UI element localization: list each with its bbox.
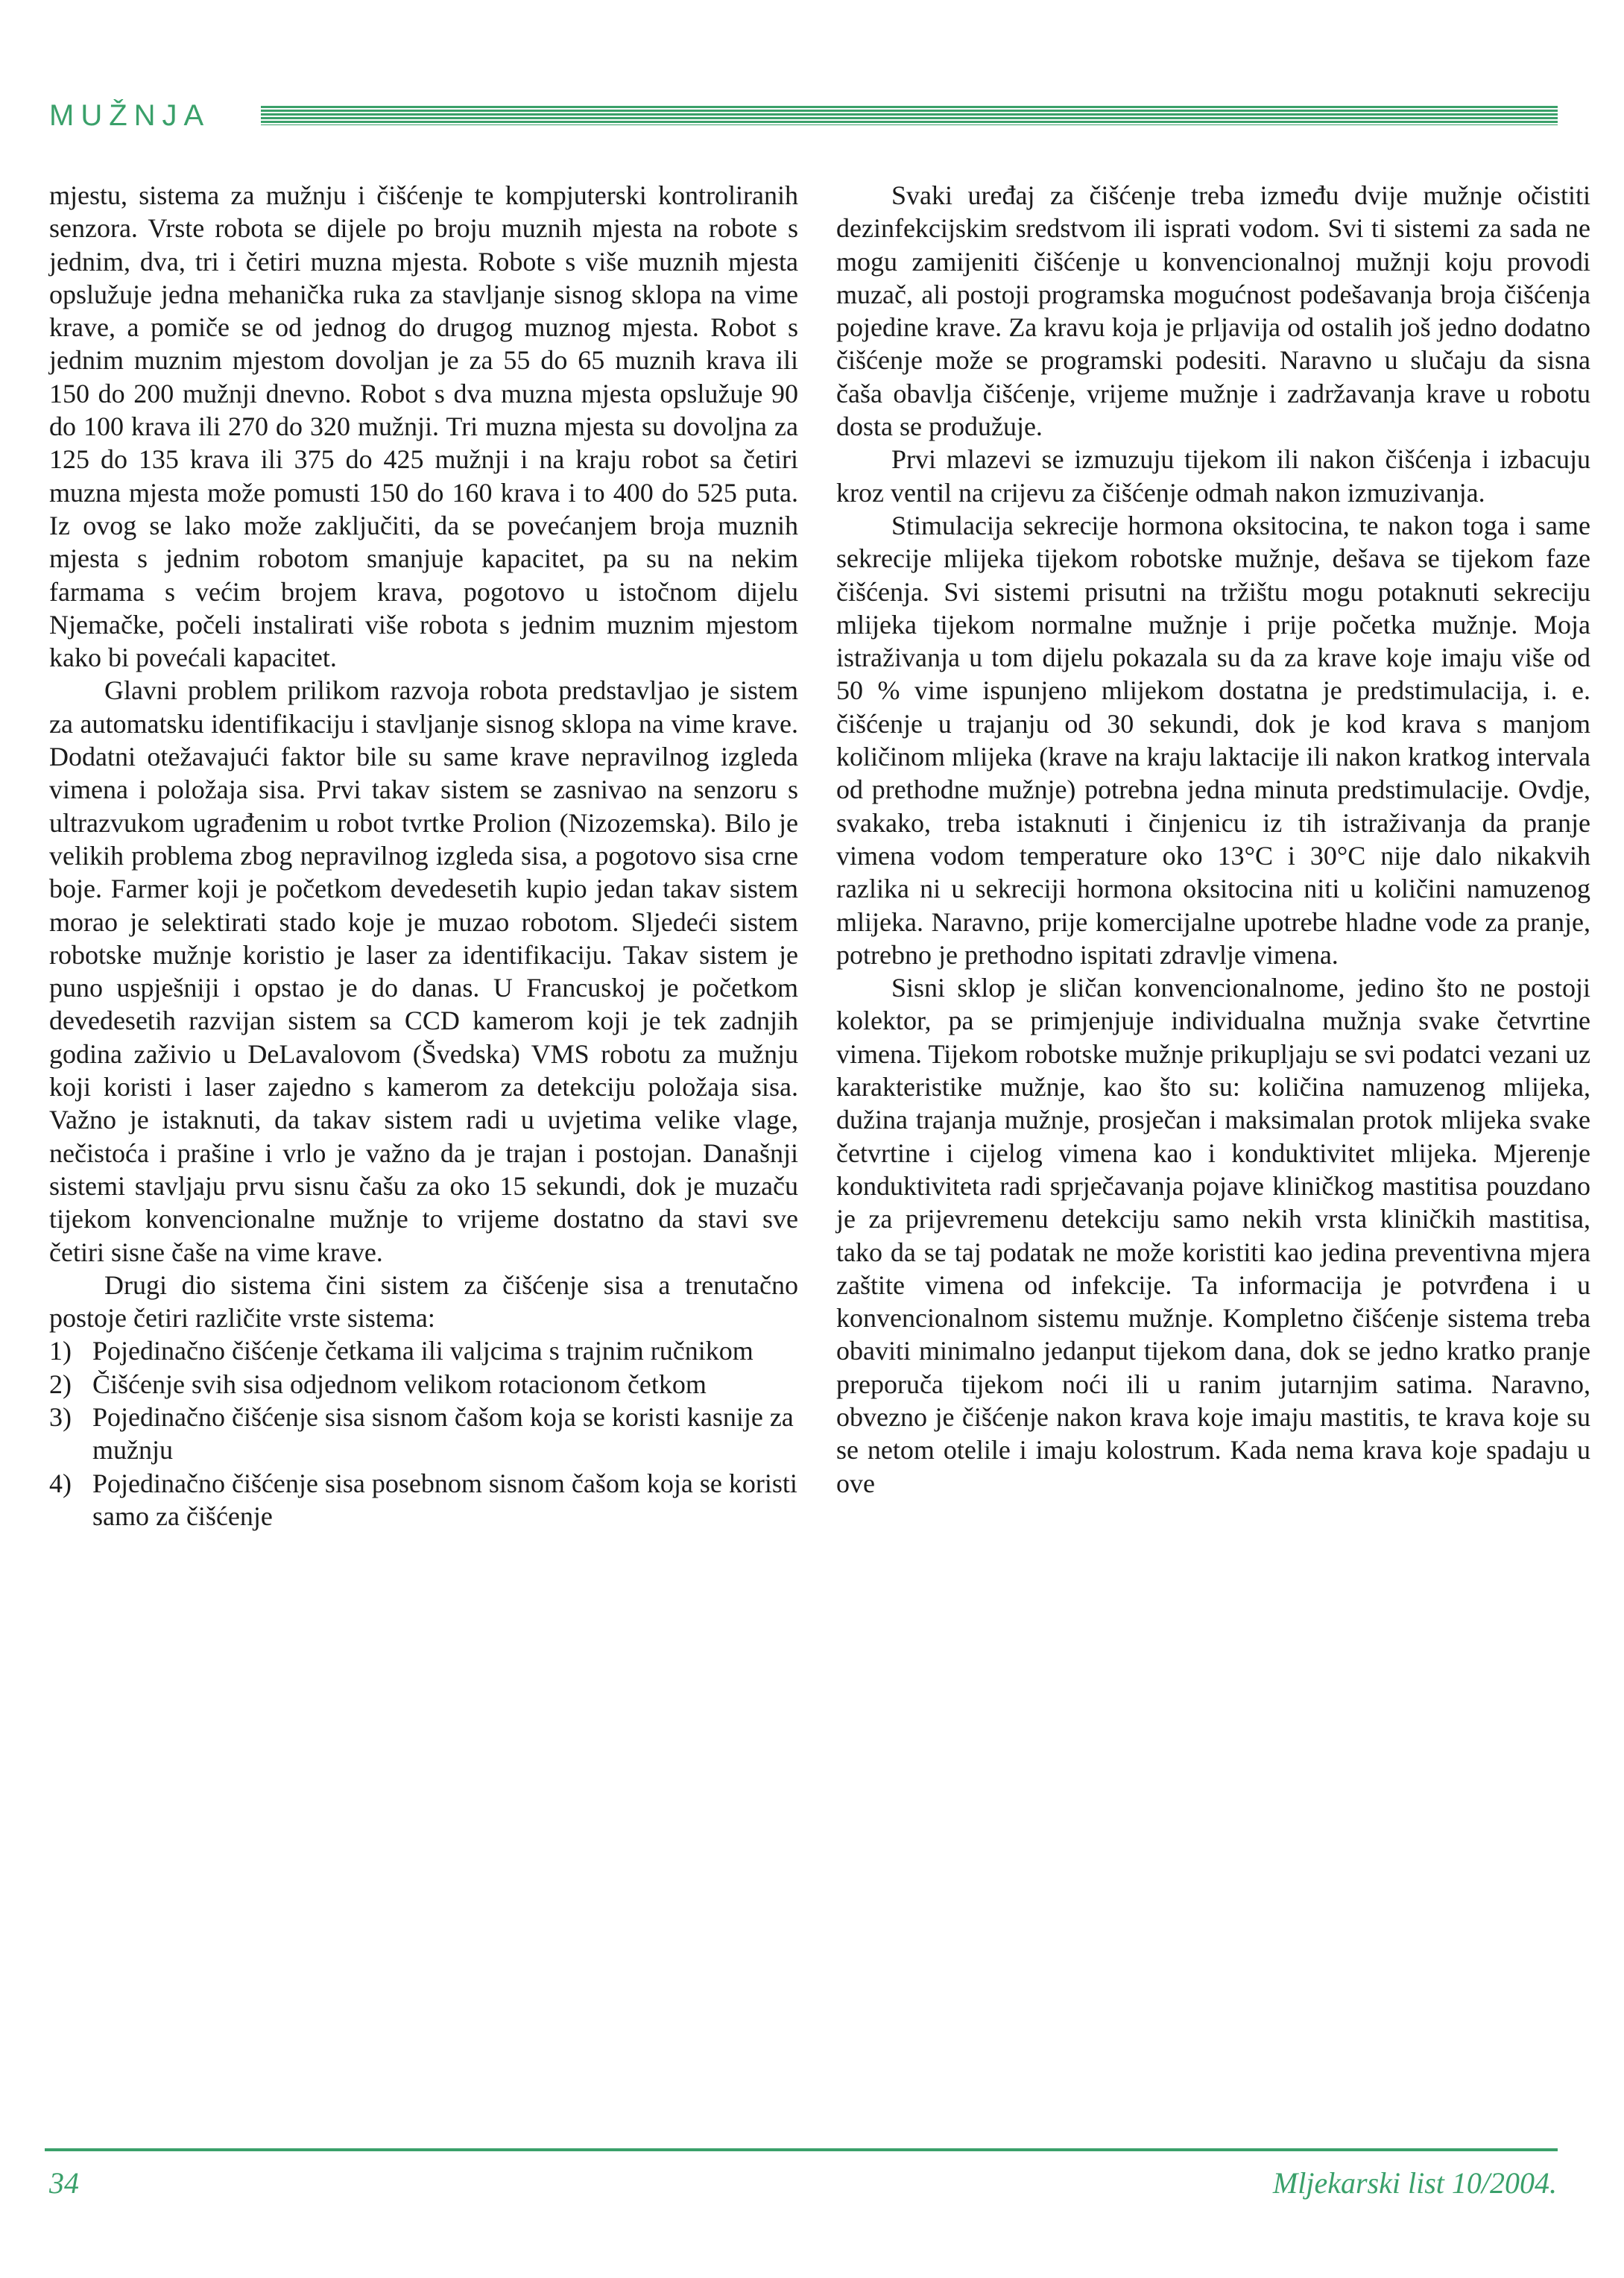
right-column [836,179,1590,1500]
footer-rule [45,2148,1558,2151]
list-item-number: 1) [49,1336,72,1366]
paragraph: Stimulacija sekrecije hormona oksitocina, te nakon toga i same sekrecije mlijeka tijekom robotske mužnje, dešava se tijekom faze čišćenja. Svi sistemi prisutni na tržištu mogu potaknuti sekreciju mlijeka tijekom normalne mužnje i prije početka mužnje. Moja istraživanja u tom dijelu pokazala su da za krave koje imaju više od 50 % vime ispunjeno mlijekom dostatna je predstimulacija, i. e. čišćenje u trajanju od 30 sekundi, dok je kod krava s manjom količinom mlijeka (krave na kraju laktacije ili nakon kratkog intervala od prethodne mužnje) potrebna jedna minuta predstimulacije. Ovdje, svakako, treba istaknuti i činjenicu iz tih istraživanja da pranje vimena vodom temperature oko 13°C i 30°C nije dalo nikakvih razlika ni u sekreciji hormona oksitocina niti u količini namuzenog mlijeka. Naravno, prije komercijalne upotrebe hladne vode za pranje, potrebno je prethodno ispitati zdravlje vimena. [836,510,1590,970]
paragraph: Prvi mlazevi se izmuzuju tijekom ili nakon čišćenja i izbacuju kroz ventil na crijevu za čišćenje odmah nakon izmuzivanja. [836,444,1590,508]
page-header [45,89,1558,142]
left-column [49,179,798,1533]
list-item-text: Čišćenje svih sisa odjednom velikom rotacionom četkom [92,1369,707,1399]
list-item [49,1334,798,1367]
list-item [49,1368,798,1401]
cleaning-systems-list [49,1334,798,1533]
list-item-text: Pojedinačno čišćenje četkama ili valjcima s trajnim ručnikom [92,1336,753,1366]
page-number: 34 [49,2166,79,2200]
list-item-text: Pojedinačno čišćenje sisa sisnom čašom koja se koristi kasnije za mužnju [92,1401,794,1465]
list-item-number: 4) [49,1468,72,1498]
paragraph: Glavni problem prilikom razvoja robota predstavljao je sistem za automatsku identifikaciju i stavljanje sisnog sklopa na vime krave. Dodatni otežavajući faktor bile su same krave nepravilnog izgleda vimena i položaja sisa. Prvi takav sistem se zasnivao na senzoru s ultrazvukom ugrađenim u robot tvrtke Prolion (Nizozemska). Bilo je velikih problema zbog nepravilnog izgleda sisa, a pogotovo sisa crne boje. Farmer koji je početkom devedesetih kupio jedan takav sistem morao je selektirati stado koje je muzao robotom. Sljedeći sistem robotske mužnje koristio je laser za identifikaciju. Takav sistem je puno uspješniji i opstao je do danas. U Francuskoj je početkom devedesetih razvijan sistem sa CCD kamerom koji je tek zadnjih godina zaživio u DeLavalovom (Švedska) VMS robotu za mužnju koji koristi i laser zajedno s kamerom za detekciju položaja sisa. Važno je istaknuti, da takav sistem radi u uvjetima velike vlage, nečistoća i prašine i vrlo je važno da je trajan i postojan. Današnji sistemi stavljaju prvu sisnu čašu za oko 15 sekundi, dok je muzaču tijekom konvencionalne mužnje to vrijeme dostatno da stavi sve četiri sisne čaše na vime krave. [49,675,798,1267]
paragraph: Svaki uređaj za čišćenje treba između dvije mužnje očistiti dezinfekcijskim sredstvom ili isprati vodom. Svi ti sistemi za sada ne mogu zamijeniti čišćenje u konvencionalnoj mužnji koju provodi muzač, ali postoji programska mogućnost podešavanja broja čišćenja pojedine krave. Za kravu koja je prljavija od ostalih još jedno dodatno čišćenje može se programski podesiti. Naravno u slučaju da sisna čaša obavlja čišćenje, vrijeme mužnje i zadržavanja krave u robotu dosta se produžuje. [836,180,1590,442]
list-item-text: Pojedinačno čišćenje sisa posebnom sisnom čašom koja se koristi samo za čišćenje [92,1468,797,1531]
list-item [49,1401,798,1467]
list-item-number: 3) [49,1401,72,1432]
paragraph: mjestu, sistema za mužnju i čišćenje te kompjuterski kontroliranih senzora. Vrste robota se dijele po broju muznih mjesta na robote s jednim, dva, tri i četiri muzna mjesta. Robote s više muznih mjesta opslužuje jedna mehanička ruka za stavljanje sisnog sklopa na vime krave, a pomiče se od jednog do drugog muznog mjesta. Robot s jednim muznim mjestom dovoljan je za 55 do 65 muznih krava ili 150 do 200 mužnji dnevno. Robot s dva muzna mjesta opslužuje 90 do 100 krava ili 270 do 320 mužnji. Tri muzna mjesta su dovoljna za 125 do 135 krava ili 375 do 425 mužnji i na kraju robot sa četiri muzna mjesta može pomusti 150 do 160 krava i to 400 do 525 puta. Iz ovog se lako može zaključiti, da se povećanjem broja muznih mjesta s jednim robotom smanjuje kapacitet, pa su na nekim farmama s većim brojem krava, pogotovo u istočnom dijelu Njemačke, počeli instalirati više robota s jednim muznim mjestom kako bi povećali kapacitet. [49,180,798,673]
section-title: MUŽNJA [49,99,211,132]
header-rule [261,106,1558,125]
list-item-number: 2) [49,1369,72,1399]
journal-citation: Mljekarski list 10/2004. [1272,2166,1557,2200]
paragraph: Drugi dio sistema čini sistem za čišćenje sisa a trenutačno postoje četiri različite vrste sistema: [49,1269,798,1334]
list-item [49,1467,798,1533]
paragraph: Sisni sklop je sličan konvencionalnome, jedino što ne postoji kolektor, pa se primjenjuje individualna mužnja svake četvrtine vimena. Tijekom robotske mužnje prikupljaju se svi podatci vezani uz karakteristike mužnje, kao što su: količina namuzenog mlijeka, dužina trajanja mužnje, prosječan i maksimalan protok mlijeka svake četvrtine i cijelog vimena kao i konduktivitet mlijeka. Mjerenje konduktiviteta radi sprječavanja pojave kliničkog mastitisa pouzdano je za prijevremenu detekciju samo nekih vrsta kliničkih mastitisa, tako da se taj podatak ne može koristiti kao jedina preventivna mjera zaštite vimena od infekcije. Ta informacija je potvrđena i u konvencionalnom sistemu mužnje. Kompletno čišćenje sistema treba obaviti minimalno jedanput tijekom dana, dok se jedno kratko pranje preporuča tijekom noći ili u ranim jutarnjim satima. Naravno, obvezno je čišćenje nakon krava koje imaju mastitis, te krava koje su se netom otelile i imaju kolostrum. Kada nema krava koje spadaju u ove [836,973,1590,1498]
